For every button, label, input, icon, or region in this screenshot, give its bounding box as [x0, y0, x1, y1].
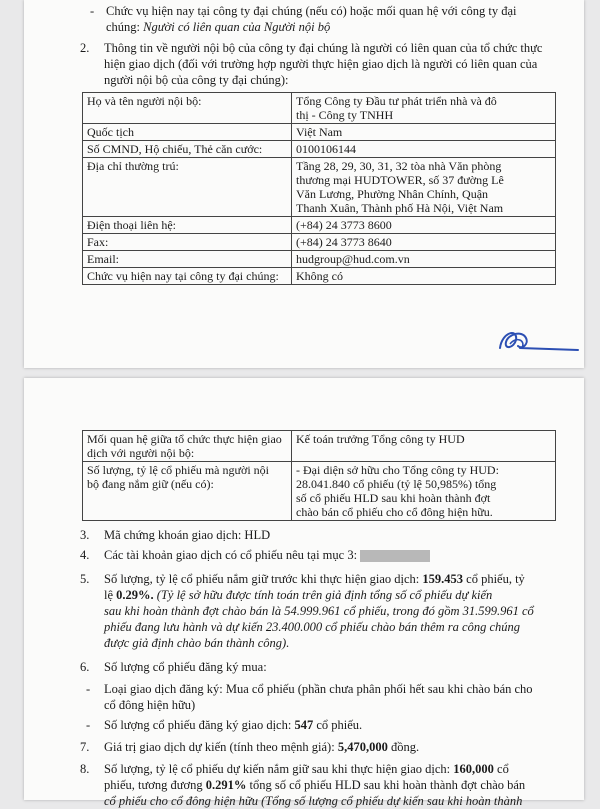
item-5-line-3: sau khi hoàn thành đợt chào bán là 54.999.961 cổ phiếu, trong đó gồm 31.599.961 cổ: [104, 604, 534, 618]
row-label: Mối quan hệ giữa tổ chức thực hiện giao dịch với người nội bộ:: [83, 431, 292, 462]
role-line-1: Chức vụ hiện nay tại công ty đại chúng (nếu có) hoặc mối quan hệ với công ty đại: [106, 4, 517, 18]
sub-1-line-1: Loại giao dịch đăng ký: Mua cổ phiếu (phần chưa phân phối hết sau khi chào bán cho: [104, 682, 533, 696]
table-row: [83, 234, 556, 251]
row-label: Số CMND, Hộ chiếu, Thẻ căn cước:: [83, 141, 292, 158]
sub-2-dash: -: [86, 718, 91, 732]
row-label: Số lượng, tỷ lệ cổ phiếu mà người nội bộ đang nắm giữ (nếu có):: [83, 462, 292, 521]
table-row: [83, 462, 556, 521]
table-row: [83, 251, 556, 268]
item-7-number: 7.: [80, 740, 90, 754]
row-label: Email:: [83, 251, 292, 268]
role-line-2: chúng: Người có liên quan của Người nội bộ: [106, 20, 331, 34]
item-2-line-3: người nội bộ của công ty đại chúng):: [104, 73, 289, 87]
sub-1-dash: -: [86, 682, 91, 696]
item-2-number: 2.: [80, 41, 90, 55]
insider-relation-table: [82, 430, 556, 521]
document-page-2: [24, 378, 584, 808]
row-label: Fax:: [83, 234, 292, 251]
item-6-number: 6.: [80, 660, 90, 674]
item-3-text: Mã chứng khoán giao dịch: HLD: [104, 528, 271, 542]
row-value: Tầng 28, 29, 30, 31, 32 tòa nhà Văn phòng thương mại HUDTOWER, số 37 đường Lê Văn Lương, Phường Nhân Chính, Quận Thanh Xuân, Thành phố Hà Nội, Việt Nam: [292, 158, 556, 217]
row-label: Địa chỉ thường trú:: [83, 158, 292, 217]
row-value: 0100106144: [292, 141, 556, 158]
table-row: [83, 217, 556, 234]
row-value: Việt Nam: [292, 124, 556, 141]
bullet-dash: -: [90, 4, 95, 18]
row-label: Họ và tên người nội bộ:: [83, 93, 292, 124]
redacted-account: [360, 550, 430, 562]
row-label: Chức vụ hiện nay tại công ty đại chúng:: [83, 268, 292, 285]
sub-1-line-2: cổ đông hiện hữu): [104, 698, 196, 712]
row-value: Kế toán trưởng Tổng công ty HUD: [292, 431, 556, 462]
table-row: [83, 268, 556, 285]
item-4-text: Các tài khoản giao dịch có cổ phiếu nêu tại mục 3:: [104, 548, 430, 563]
row-value: (+84) 24 3773 8600: [292, 217, 556, 234]
row-value: hudgroup@hud.com.vn: [292, 251, 556, 268]
item-5-line-5: được giả định chào bán thành công).: [104, 636, 290, 650]
signature: [492, 318, 582, 358]
table-row: [83, 158, 556, 217]
sub-2-text: Số lượng cổ phiếu đăng ký giao dịch: 547 cổ phiếu.: [104, 718, 363, 732]
item-8-line-3: cổ phiếu cho cổ đông hiện hữu (Tổng số lượng cổ phiếu dự kiến sau khi hoàn thành: [104, 794, 523, 808]
item-4-number: 4.: [80, 548, 90, 562]
item-2-line-2: hiện giao dịch (đối với trường hợp người thực hiện giao dịch là người có liên quan của: [104, 57, 538, 71]
item-5-line-2: lệ 0.29%. (Tỷ lệ sở hữu được tính toán trên giả định tổng số cổ phiếu dự kiến: [104, 588, 493, 602]
item-3-number: 3.: [80, 528, 90, 542]
role-value: Người có liên quan của Người nội bộ: [143, 20, 331, 34]
table-row: [83, 141, 556, 158]
table-row: [83, 431, 556, 462]
item-5-line-4: phiếu đang lưu hành và dự kiến 23.400.000 cổ phiếu chào bán thêm ra công chúng: [104, 620, 520, 634]
item-8-line-1: Số lượng, tỷ lệ cổ phiếu dự kiến nắm giữ sau khi thực hiện giao dịch: 160,000 cổ: [104, 762, 509, 776]
item-5-line-1: Số lượng, tỷ lệ cổ phiếu nắm giữ trước khi thực hiện giao dịch: 159.453 cổ phiếu, tỷ: [104, 572, 525, 586]
row-value: Không có: [292, 268, 556, 285]
item-7-text: Giá trị giao dịch dự kiến (tính theo mệnh giá): 5,470,000 đồng.: [104, 740, 420, 754]
row-label: Quốc tịch: [83, 124, 292, 141]
table-row: [83, 124, 556, 141]
item-8-line-2: phiếu, tương đương 0.291% tổng số cổ phiếu HLD sau khi hoàn thành đợt chào bán: [104, 778, 526, 792]
table-row: [83, 93, 556, 124]
document-page-1: [24, 0, 584, 368]
item-5-number: 5.: [80, 572, 90, 586]
item-8-number: 8.: [80, 762, 90, 776]
item-6-text: Số lượng cổ phiếu đăng ký mua:: [104, 660, 267, 674]
row-value: Tổng Công ty Đầu tư phát triển nhà và đô thị - Công ty TNHH: [292, 93, 556, 124]
row-value: - Đại diện sở hữu cho Tổng công ty HUD: 28.041.840 cổ phiếu (tỷ lệ 50,985%) tổng số cổ phiếu HLD sau khi hoàn thành đợt chào bán cổ phiếu cho cổ đông hiện hữu.: [292, 462, 556, 521]
row-label: Điện thoại liên hệ:: [83, 217, 292, 234]
row-value: (+84) 24 3773 8640: [292, 234, 556, 251]
insider-info-table: [82, 92, 556, 285]
item-2-line-1: Thông tin về người nội bộ của công ty đại chúng là người có liên quan của tổ chức thực: [104, 41, 543, 55]
